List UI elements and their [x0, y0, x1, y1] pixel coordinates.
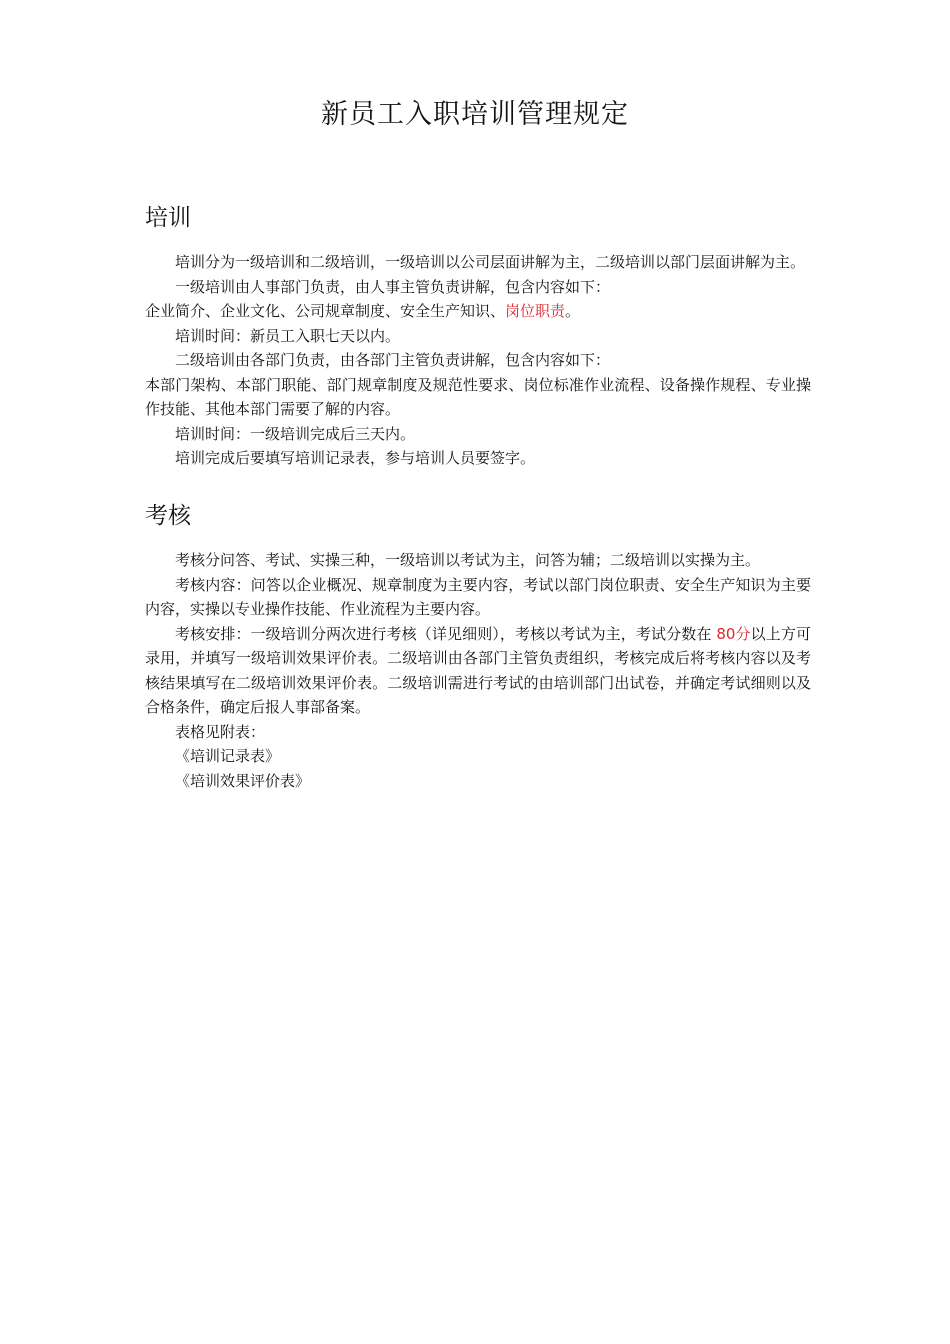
assessment-paragraph-content: 考核内容：问答以企业概况、规章制度为主要内容，考试以部门岗位职责、安全生产知识为主要内容，实操以专业操作技能、作业流程为主要内容。	[145, 575, 811, 618]
arrangement-text: 考核安排：一级培训分两次进行考核（详见细则），考核以考试为主，考试分数在	[175, 624, 717, 643]
arrangement-text-rest: 以上方可录用，并填写一级培训效果评价表。二级培训由各部门主管负责组织，考核完成后将考核内容以及考核结果填写在二级培训效果评价表。二级培训需进行考试的由培训部门出试卷，并确定考试细则以及合格条件，确定后报人事部备案。	[145, 624, 811, 716]
level1-content-text: 企业简介、企业文化、公司规章制度、安全生产知识、	[145, 302, 506, 320]
training-paragraph-level2-content: 本部门架构、本部门职能、部门规章制度及规范性要求、岗位标准作业流程、设备操作规程、专业操作技能、其他本部门需要了解的内容。	[145, 375, 811, 418]
passing-score-unit: 分	[735, 624, 751, 643]
document-title: 新员工入职培训管理规定	[321, 99, 629, 130]
training-paragraph-level1-owner: 一级培训由人事部门负责，由人事主管负责讲解，包含内容如下：	[175, 277, 611, 296]
training-section-body	[145, 250, 811, 471]
attachment-training-record-form: 《培训记录表》	[175, 747, 281, 765]
highlighted-job-duties: 岗位职责	[505, 302, 566, 320]
training-paragraph-level2-owner: 二级培训由各部门负责，由各部门主管负责讲解，包含内容如下：	[175, 351, 611, 369]
passing-score: 80	[716, 624, 736, 643]
level1-content-end: 。	[565, 302, 581, 320]
training-paragraph-levels: 培训分为一级培训和二级培训，一级培训以公司层面讲解为主，二级培训以部门层面讲解为主。	[175, 253, 806, 271]
section-heading-assessment: 考核	[145, 503, 191, 529]
training-paragraph-level1-content	[145, 299, 811, 324]
section-heading-training: 培训	[145, 205, 191, 231]
assessment-paragraph-types: 考核分问答、考试、实操三种，一级培训以考试为主，问答为辅；二级培训以实操为主。	[175, 551, 761, 569]
assessment-paragraph-arrangement	[145, 622, 811, 720]
training-paragraph-level1-time: 培训时间：新员工入职七天以内。	[175, 326, 401, 345]
training-paragraph-record: 培训完成后要填写培训记录表，参与培训人员要签字。	[175, 449, 536, 467]
assessment-paragraph-attachments: 表格见附表：	[175, 722, 266, 741]
training-paragraph-level2-time: 培训时间：一级培训完成后三天内。	[175, 424, 416, 443]
attachment-training-evaluation-form: 《培训效果评价表》	[175, 771, 311, 790]
assessment-section-body	[145, 548, 811, 793]
